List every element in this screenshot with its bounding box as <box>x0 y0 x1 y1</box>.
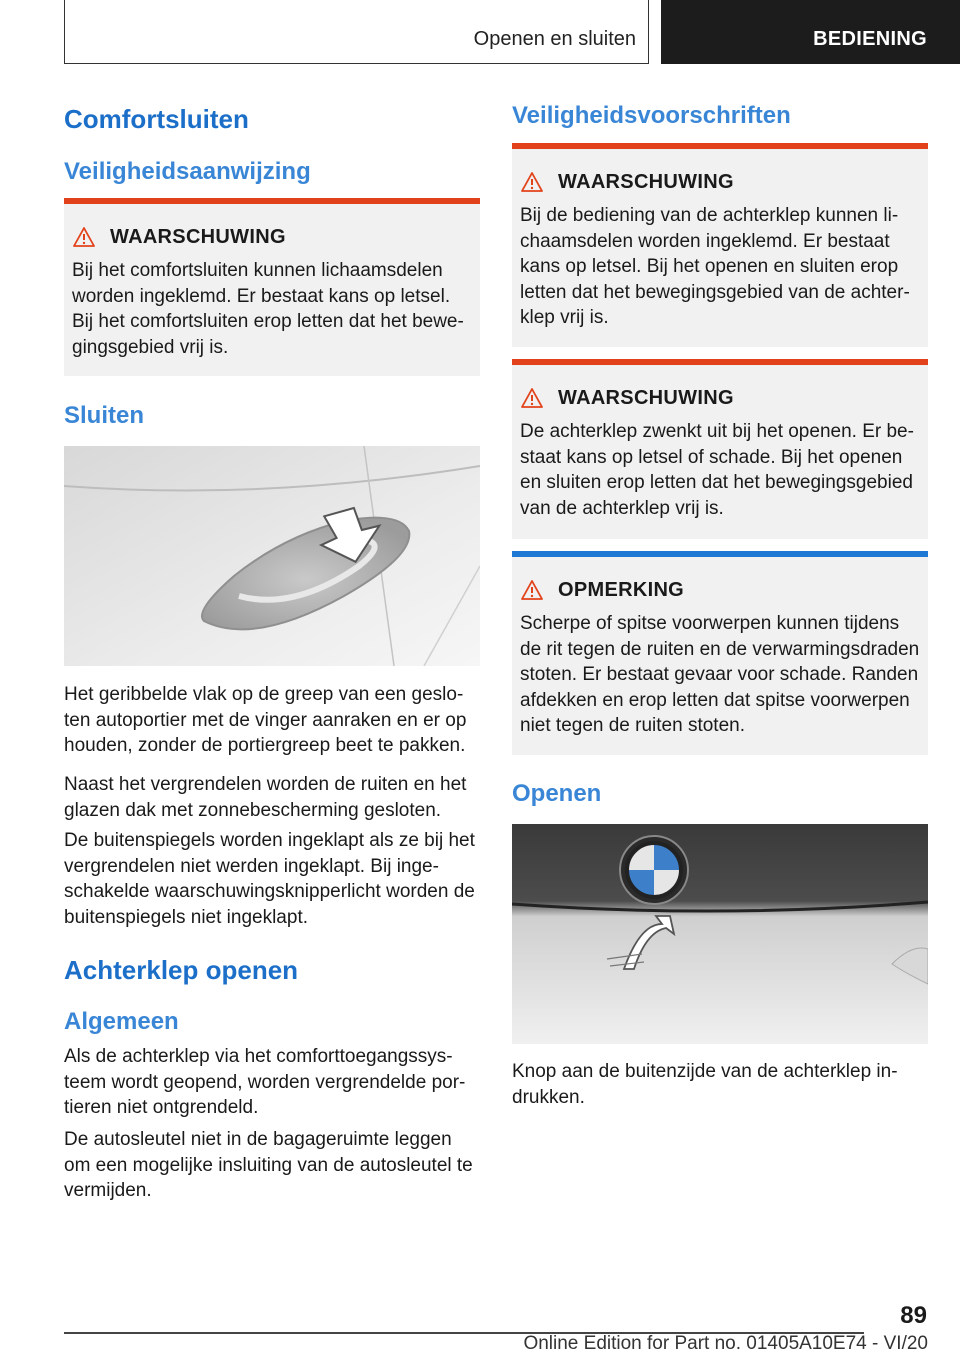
header-section-title: Openen en sluiten <box>473 28 636 50</box>
header-divider <box>648 0 660 64</box>
warning-title: WAARSCHUWING <box>110 226 286 248</box>
page-number: 89 <box>900 1302 927 1329</box>
paragraph-openen: Knop aan de buitenzijde van de achterklep in- drukken. <box>512 1061 898 1108</box>
warning-triangle-icon <box>521 171 543 193</box>
note-text: Scherpe of spitse voorwerpen kunnen tijdens de rit tegen de ruiten en de verwarmingsdraden stoten. Er bestaat gevaar voor schade. Randen afdekken en erop letten dat spitse voorwerpen niet tegen de ruiten stoten. <box>520 613 920 737</box>
paragraph-sluiten-2: Naast het vergrendelen worden de ruiten en het glazen dak met zonnebescherming gesloten. <box>64 774 467 821</box>
warning-box-achterklep-1 <box>512 143 928 347</box>
footer-edition: Online Edition for Part no. 01405A10E74 - VI/20 <box>523 1333 928 1354</box>
warning-text: Bij het comfortsluiten kunnen lichaamsdelen worden ingeklemd. Er bestaat kans op letsel. Bij het comfortsluiten erop letten dat het bewe- gingsgebied vrij is. <box>72 260 464 358</box>
warning-triangle-icon <box>73 226 95 248</box>
paragraph-sluiten-1: Het geribbelde vlak op de greep van een geslo- ten autoportier met de vinger aanraken en er op houden, zonder de portiergreep beet te pakken. <box>64 684 467 757</box>
warning-title: WAARSCHUWING <box>558 387 734 409</box>
heading-achterklep-openen: Achterklep openen <box>64 955 299 985</box>
door-handle-illustration <box>64 446 480 666</box>
paragraph-algemeen-2: De autosleutel niet in de bagageruimte leggen om een mogelijke insluiting van de autosleutel te vermijden. <box>64 1129 473 1202</box>
heading-algemeen: Algemeen <box>64 1008 179 1035</box>
heading-sluiten: Sluiten <box>64 402 145 429</box>
warning-box-achterklep-2 <box>512 359 928 539</box>
heading-openen: Openen <box>512 780 602 807</box>
door-handle-photo <box>64 446 480 666</box>
warning-triangle-icon <box>521 387 543 409</box>
warning-box-comfortsluiten <box>64 198 480 376</box>
warning-title: WAARSCHUWING <box>558 171 734 193</box>
heading-veiligheidsvoorschriften: Veiligheidsvoorschriften <box>512 102 791 129</box>
note-bar <box>512 551 928 557</box>
paragraph-algemeen-1: Als de achterklep via het comforttoegangssys- teem wordt geopend, worden vergrendelde por- tieren niet ontgrendeld. <box>64 1046 466 1119</box>
warning-bar <box>64 198 480 204</box>
warning-triangle-icon <box>521 579 543 601</box>
warning-bar <box>512 143 928 149</box>
note-box-ruiten <box>512 551 928 755</box>
paragraph-sluiten-3: De buitenspiegels worden ingeklapt als ze bij het vergrendelen niet werden ingeklapt. Bij inge- schakelde waarschuwingsknipperlicht worden de buitenspiegels niet ingeklapt. <box>64 830 475 928</box>
warning-text: Bij de bediening van de achterklep kunnen li- chaamsdelen worden ingeklemd. Er bestaat kans op letsel. Bij het openen en sluiten erop letten dat het bewegingsgebied van de achter- klep vrij is. <box>520 205 910 329</box>
heading-comfortsluiten: Comfortsluiten <box>64 104 249 134</box>
header-chapter-tab <box>661 0 960 64</box>
note-title: OPMERKING <box>558 579 685 601</box>
warning-text: De achterklep zwenkt uit bij het openen. Er be- staat kans op letsel of schade. Bij het openen en sluiten erop letten dat het bewegingsgebied van de achterklep vrij is. <box>520 421 914 519</box>
tailgate-illustration <box>512 824 928 1044</box>
warning-bar <box>512 359 928 365</box>
header-chapter-label: BEDIENING <box>813 28 927 50</box>
tailgate-button-photo <box>512 824 928 1044</box>
heading-veiligheidsaanwijzing: Veiligheidsaanwijzing <box>64 158 311 185</box>
